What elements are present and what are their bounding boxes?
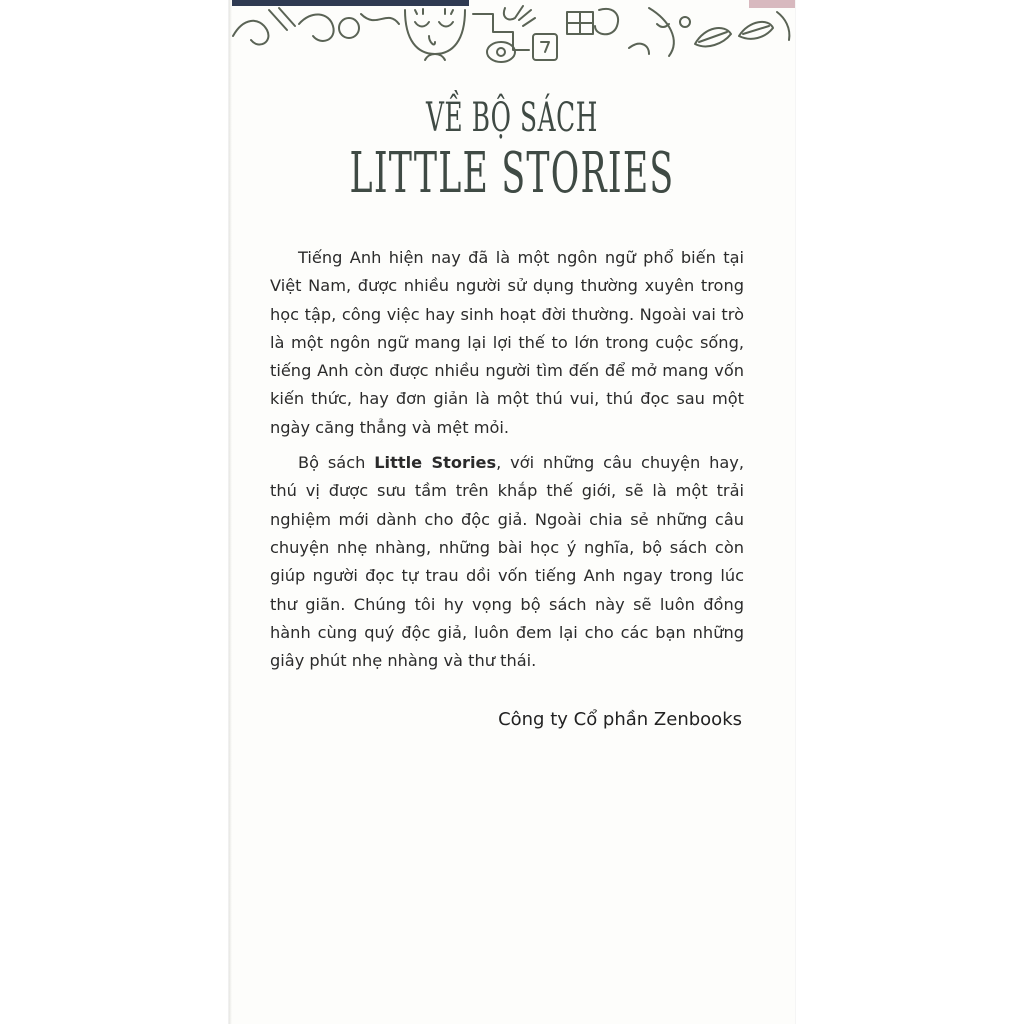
title-line-2: LITTLE STORIES	[349, 141, 675, 206]
paragraph-2-intro: Bộ sách	[298, 453, 375, 473]
paragraph-2-rest: , với những câu chuyện hay, thú vị được sưu tầm trên khắp thế giới, sẽ là một trải nghiệm mới dành cho độc giả. Ngoài chia sẻ những câu chuyện nhẹ nhàng, những bài học ý nghĩa, bộ sách còn giúp người đọc tự trau dồi vốn tiếng Anh ngay trong lúc thư giãn. Chúng tôi hy vọng bộ sách này sẽ luôn đồng hành cùng quý độc giả, luôn đem lại cho các bạn những giây phút nhẹ nhàng và thư thái.	[270, 453, 744, 671]
section-title	[229, 92, 795, 206]
spine-shadow	[229, 0, 232, 1024]
paragraph-1: Tiếng Anh hiện nay đã là một ngôn ngữ phổ biến tại Việt Nam, được nhiều người sử dụng thường xuyên trong học tập, công việc hay sinh hoạt đời thường. Ngoài vai trò là một ngôn ngữ mang lại lợi thế to lớn trong cuộc sống, tiếng Anh còn được nhiều người tìm đến để mở mang vốn kiến thức, hay đơn giản là một thú vui, thú đọc sau một ngày căng thẳng và mệt mỏi.	[270, 248, 744, 437]
body-text	[270, 244, 744, 675]
doodle-border-decoration	[229, 0, 795, 70]
page-sheet	[229, 0, 795, 1024]
title-line-1: VỀ BỘ SÁCH	[425, 95, 599, 141]
paragraph-2	[270, 449, 744, 675]
publisher-signature: Công ty Cổ phần Zenbooks	[498, 709, 742, 730]
book-series-name: Little Stories	[374, 453, 497, 473]
